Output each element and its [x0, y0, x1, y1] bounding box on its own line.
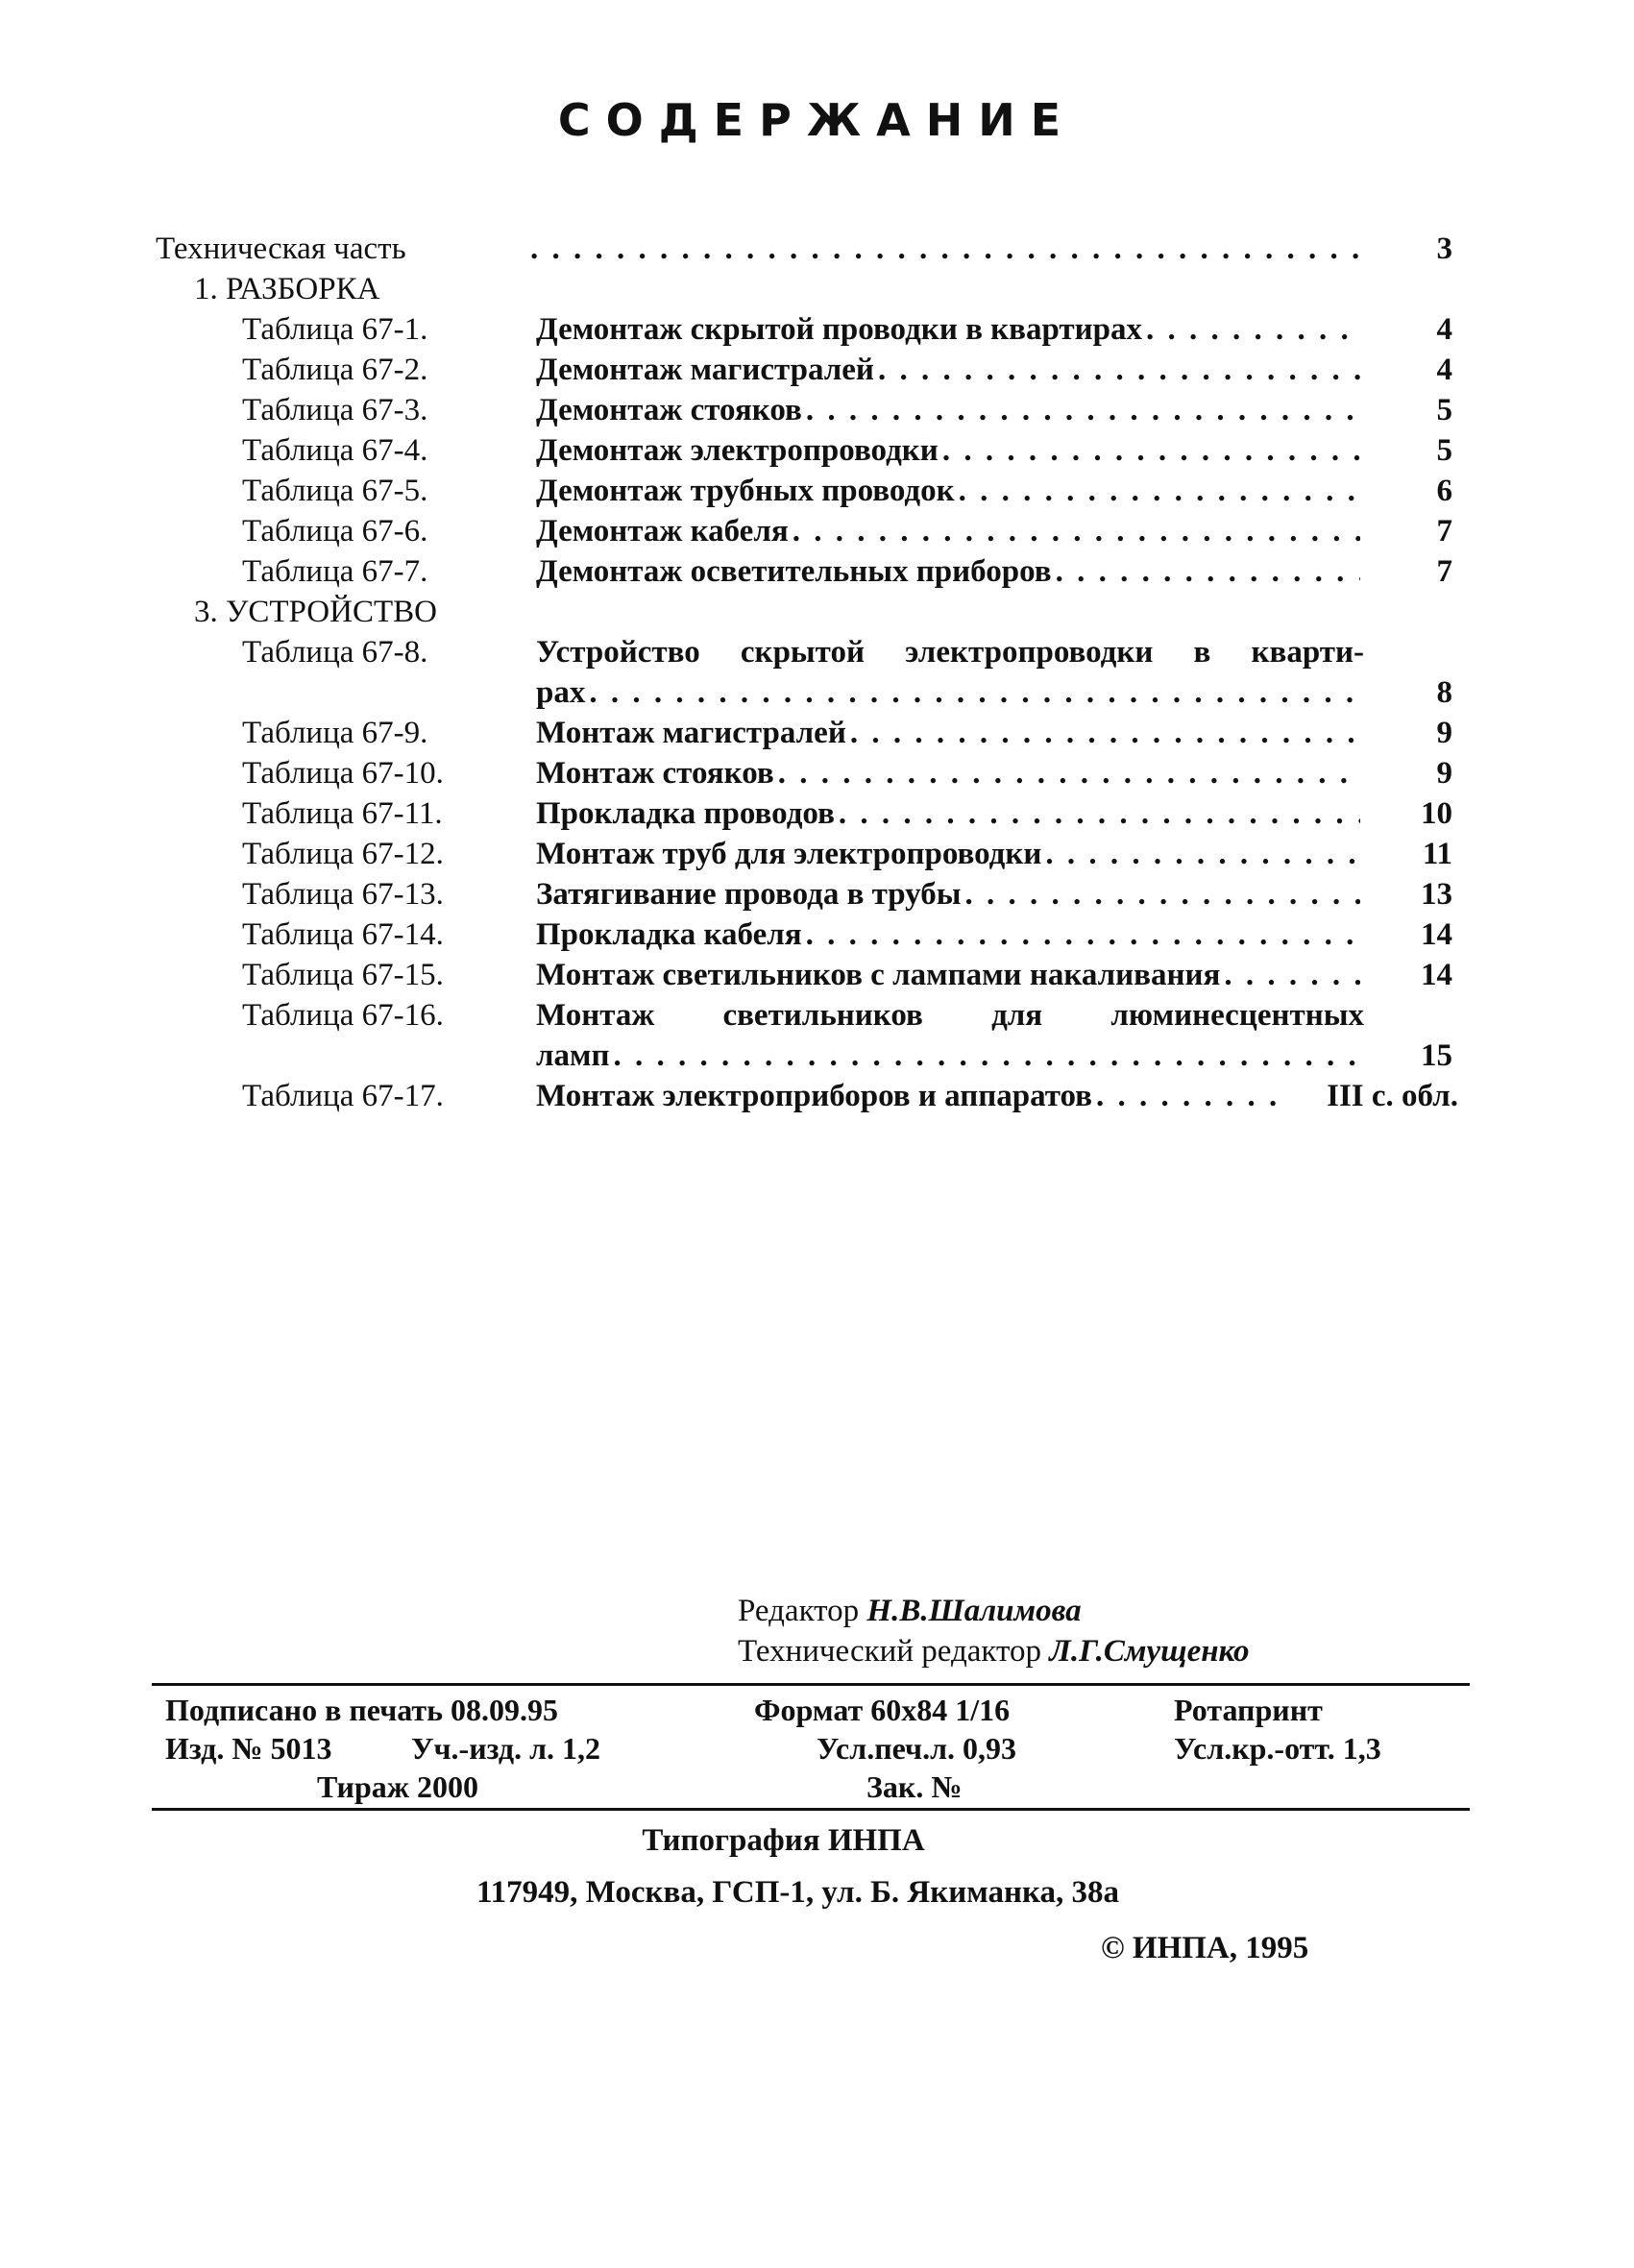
toc-page: 9: [1436, 756, 1452, 791]
toc-row[interactable]: [0, 430, 1634, 471]
toc-entry: [536, 955, 1364, 995]
imprint-uch: Уч.-изд. л. 1,2: [411, 1731, 601, 1766]
toc-page: 10: [1421, 796, 1452, 831]
toc-table-label: Таблица 67-7.: [242, 554, 428, 589]
toc-entry-text: Монтаж труб для электропроводки: [536, 837, 1042, 871]
toc-entry-text: Демонтаж стояков: [536, 393, 802, 427]
toc-entry-text: Демонтаж кабеля: [536, 514, 789, 549]
toc-entry: [536, 713, 1364, 753]
toc-row[interactable]: [0, 793, 1634, 834]
toc-leader: [589, 672, 1360, 713]
editor-label: Редактор: [738, 1594, 860, 1628]
tech-editor-line: [738, 1631, 1250, 1671]
imprint-signed: Подписано в печать 08.09.95: [165, 1693, 559, 1727]
toc-leader: [942, 430, 1360, 471]
toc-table-label: Таблица 67-3.: [242, 393, 428, 427]
toc-entry-text: Демонтаж трубных проводок: [536, 474, 955, 508]
imprint-format: Формат 60х84 1/16: [754, 1693, 1011, 1727]
imprint-uslkr: Усл.кр.-отт. 1,3: [1174, 1731, 1381, 1766]
toc-row[interactable]: [0, 471, 1634, 511]
toc-entry-text: Прокладка кабеля: [536, 917, 802, 952]
toc-entry-text: Монтаж магистралей: [536, 716, 846, 750]
toc-entry-text: Монтаж светильников с лампами накаливания: [536, 958, 1221, 992]
toc-row[interactable]: [0, 834, 1634, 874]
toc-entry: [536, 309, 1364, 350]
editor-name: Н.В.Шалимова: [866, 1594, 1082, 1628]
toc-table-label: Таблица 67-4.: [242, 433, 428, 468]
toc-entry: [536, 390, 1364, 430]
imprint-method: Ротапринт: [1174, 1693, 1323, 1727]
toc-table-label: Таблица 67-9.: [242, 716, 428, 750]
toc-row[interactable]: [0, 995, 1634, 1036]
toc-entry: [536, 1076, 1285, 1116]
toc-table-label: Таблица 67-5.: [242, 474, 428, 508]
toc-leader: [778, 753, 1360, 793]
toc-entry-text: Демонтаж электропроводки: [536, 433, 939, 468]
toc-entry-text: рах: [536, 675, 586, 710]
toc-page: 4: [1436, 353, 1452, 387]
toc-entry: [536, 511, 1364, 551]
toc-table-label: Таблица 67-10.: [242, 756, 444, 791]
toc-page: 11: [1422, 837, 1452, 871]
toc-leader: [1056, 551, 1360, 592]
toc-intro-page: 3: [1436, 232, 1452, 266]
toc-entry-text: Демонтаж осветительных приборов: [536, 554, 1052, 589]
toc-section-1[interactable]: 1. РАЗБОРКА: [194, 272, 380, 306]
divider-top: [152, 1683, 1470, 1686]
toc-leader: [793, 511, 1360, 551]
toc-entry-text: Прокладка проводов: [536, 796, 835, 831]
toc-entry: [536, 753, 1364, 793]
toc-table-label: Таблица 67-13.: [242, 877, 444, 912]
toc-entry: [536, 1036, 1364, 1076]
toc-row-cont[interactable]: [0, 1036, 1634, 1076]
toc-entry-text: Демонтаж магистралей: [536, 353, 874, 387]
toc-entry-line1: Монтаж светильников для люминесцентных: [536, 998, 1364, 1033]
toc-row-cont[interactable]: [0, 672, 1634, 713]
toc-leader: [850, 713, 1360, 753]
toc-row[interactable]: [0, 915, 1634, 955]
toc-table-label: Таблица 67-2.: [242, 353, 428, 387]
toc-leader: [614, 1036, 1360, 1076]
toc-entry-text: Монтаж стояков: [536, 756, 774, 791]
toc-leader: [806, 915, 1360, 955]
toc-page: 13: [1421, 877, 1452, 912]
toc-leader: [1096, 1076, 1281, 1116]
toc-entry-text: ламп: [536, 1038, 610, 1073]
toc-page: 8: [1436, 675, 1452, 710]
toc-page: 5: [1436, 393, 1452, 427]
toc-entry: [536, 915, 1364, 955]
imprint-uslpech: Усл.печ.л. 0,93: [817, 1731, 1017, 1766]
toc-row[interactable]: [0, 309, 1634, 350]
copyright: © ИНПА, 1995: [1101, 1931, 1309, 1965]
toc-page: 4: [1436, 312, 1452, 347]
toc-entry-line1: Устройство скрытой электропроводки в кварти-: [536, 635, 1364, 670]
printer-address: 117949, Москва, ГСП-1, ул. Б. Якиманка, 38а: [476, 1875, 1120, 1910]
toc-entry: [536, 874, 1364, 915]
toc-row[interactable]: [0, 753, 1634, 793]
toc-intro-leader: [526, 229, 1364, 269]
toc-table-label: Таблица 67-14.: [242, 917, 444, 952]
toc-entry-text: Демонтаж скрытой проводки в квартирах: [536, 312, 1142, 347]
printer-name: Типография ИНПА: [642, 1823, 925, 1858]
toc-row[interactable]: [0, 1076, 1634, 1116]
tech-editor-label: Технический редактор: [738, 1634, 1041, 1669]
toc-section-3[interactable]: 3. УСТРОЙСТВО: [194, 595, 437, 629]
toc-entry: [536, 350, 1364, 390]
imprint-zak: Зак. №: [866, 1769, 963, 1804]
toc-row[interactable]: [0, 390, 1634, 430]
toc-row[interactable]: [0, 511, 1634, 551]
toc-table-label: Таблица 67-1.: [242, 312, 428, 347]
toc-page: 9: [1436, 716, 1452, 750]
tech-editor-name: Л.Г.Смущенко: [1049, 1634, 1250, 1669]
toc-leader: [1146, 309, 1360, 350]
toc-page: 15: [1421, 1038, 1452, 1073]
toc-leader: [965, 874, 1360, 915]
toc-table-label: Таблица 67-16.: [242, 998, 444, 1033]
page-title: СОДЕРЖАНИЕ: [557, 94, 1077, 146]
toc-row[interactable]: [0, 955, 1634, 995]
toc-table-label: Таблица 67-6.: [242, 514, 428, 549]
toc-leader: [806, 390, 1360, 430]
imprint-izd: Изд. № 5013: [165, 1731, 332, 1766]
toc-page: 5: [1436, 433, 1452, 468]
divider-bottom: [152, 1808, 1470, 1811]
toc-entry-text: Затягивание провода в трубы: [536, 877, 962, 912]
toc-row[interactable]: [0, 874, 1634, 915]
toc-leader: [1045, 834, 1360, 874]
toc-row[interactable]: [0, 551, 1634, 592]
toc-row[interactable]: [0, 350, 1634, 390]
toc-page: III с. обл.: [1327, 1079, 1458, 1113]
toc-leader: [1224, 955, 1360, 995]
toc-intro-label: Техническая часть: [156, 232, 406, 266]
toc-entry: [536, 834, 1364, 874]
toc-page: 14: [1421, 958, 1452, 992]
toc-table-label: Таблица 67-15.: [242, 958, 444, 992]
toc-leader: [839, 793, 1360, 834]
toc-page: 6: [1436, 474, 1452, 508]
toc-page: 14: [1421, 917, 1452, 952]
toc-row[interactable]: [0, 713, 1634, 753]
toc-page: 7: [1436, 554, 1452, 589]
toc-entry: [536, 672, 1364, 713]
editor-line: [738, 1591, 1082, 1631]
toc-table-label: Таблица 67-11.: [242, 796, 443, 831]
toc-entry-text: Монтаж электроприборов и аппаратов: [536, 1079, 1092, 1113]
toc-page: 7: [1436, 514, 1452, 549]
toc-leader: [959, 471, 1360, 511]
toc-entry: [536, 430, 1364, 471]
imprint-tirazh: Тираж 2000: [317, 1769, 478, 1804]
toc-leader: [878, 350, 1360, 390]
toc-row[interactable]: [0, 632, 1634, 672]
toc-entry: [536, 551, 1364, 592]
toc-table-label: Таблица 67-17.: [242, 1079, 444, 1113]
toc-table-label: Таблица 67-8.: [242, 635, 428, 670]
toc-entry: [536, 471, 1364, 511]
toc-entry: [536, 793, 1364, 834]
toc-row-intro[interactable]: [0, 229, 1634, 269]
toc-table-label: Таблица 67-12.: [242, 837, 444, 871]
